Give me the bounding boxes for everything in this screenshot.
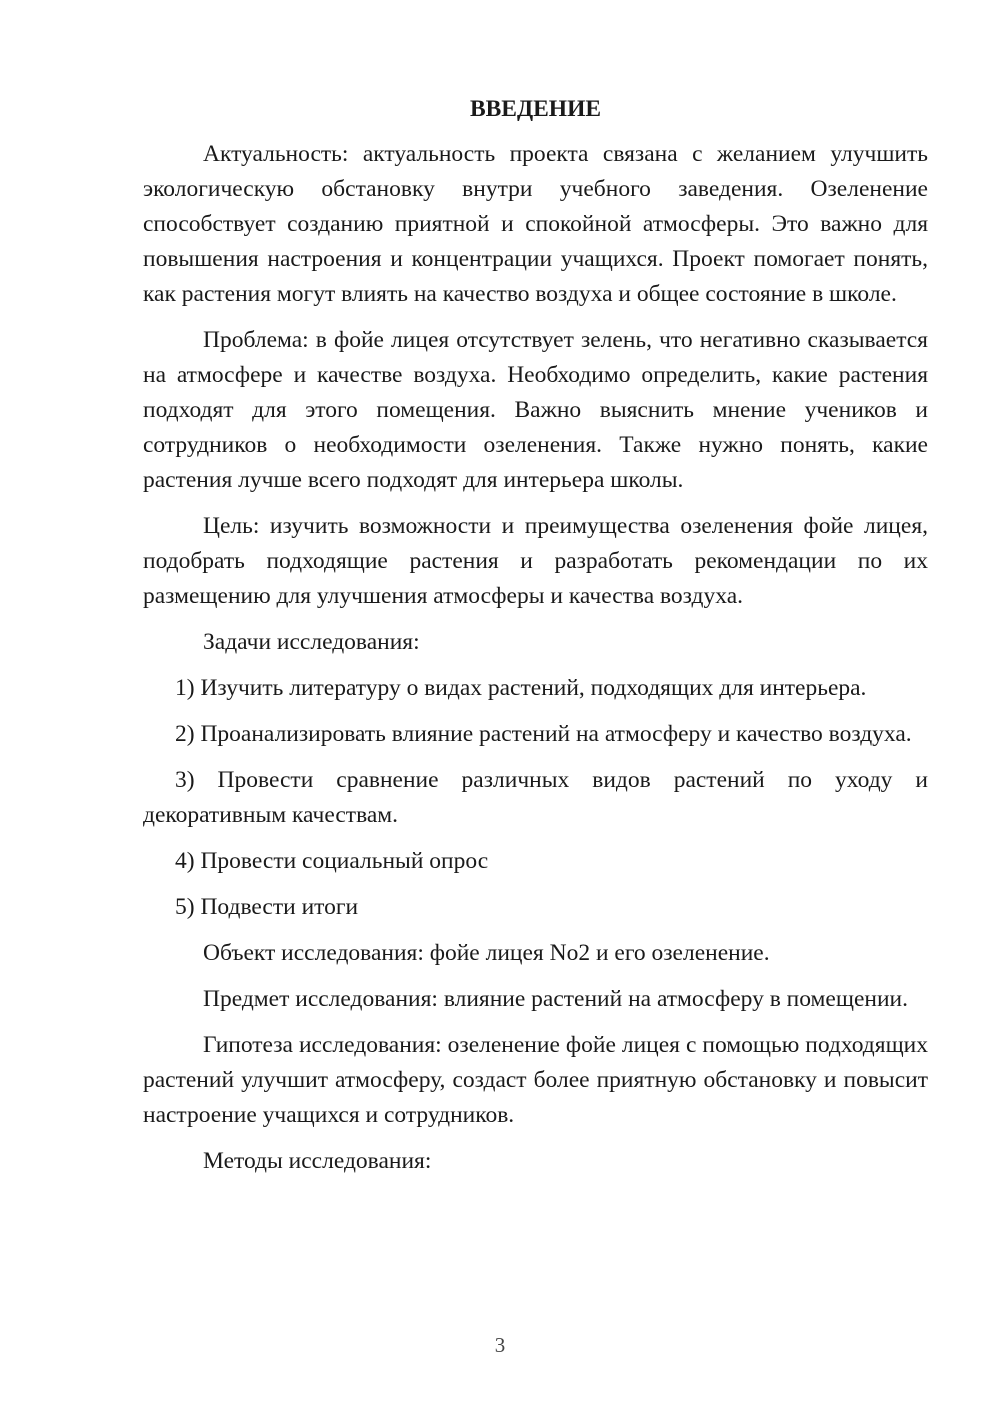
page-number: 3	[494, 1333, 506, 1357]
paragraph-relevance: Актуальность: актуальность проекта связана с желанием улучшить экологическую обстановку внутри учебного заведения. Озеленение способствует созданию приятной и спокойной атмосферы. Это важно для повышения настроения и концентрации учащихся. Проект помогает понять, как растения могут влиять на качество воздуха и общее состояние в школе.	[143, 141, 928, 307]
task-item: 4) Провести социальный опрос	[175, 848, 489, 874]
task-item: 2) Проанализировать влияние растений на атмосферу и качество воздуха.	[175, 721, 912, 747]
document-page	[143, 92, 928, 1190]
paragraph-goal: Цель: изучить возможности и преимущества озеленения фойе лицея, подобрать подходящие растения и разработать рекомендации по их размещению для улучшения атмосферы и качества воздуха.	[143, 513, 928, 609]
task-item: 5) Подвести итоги	[175, 894, 359, 920]
task-item: 3) Провести сравнение различных видов растений по уходу и декоративным качествам.	[143, 767, 928, 828]
paragraph-problem: Проблема: в фойе лицея отсутствует зелень, что негативно сказывается на атмосфере и качестве воздуха. Необходимо определить, какие растения подходят для этого помещения. Важно выяснить мнение учеников и сотрудников о необходимости озеленения. Также нужно понять, какие растения лучше всего подходят для интерьера школы.	[143, 327, 928, 493]
paragraph-methods: Методы исследования:	[203, 1148, 432, 1174]
section-title: ВВЕДЕНИЕ	[469, 96, 602, 122]
paragraph-tasks-heading: Задачи исследования:	[203, 629, 420, 655]
paragraph-object: Объект исследования: фойе лицея No2 и его озеленение.	[203, 940, 770, 966]
task-item: 1) Изучить литературу о видах растений, подходящих для интерьера.	[175, 675, 867, 701]
paragraph-hypothesis: Гипотеза исследования: озеленение фойе лицея с помощью подходящих растений улучшит атмосферу, создаст более приятную обстановку и повысит настроение учащихся и сотрудников.	[143, 1032, 928, 1128]
paragraph-subject: Предмет исследования: влияние растений на атмосферу в помещении.	[203, 986, 908, 1012]
